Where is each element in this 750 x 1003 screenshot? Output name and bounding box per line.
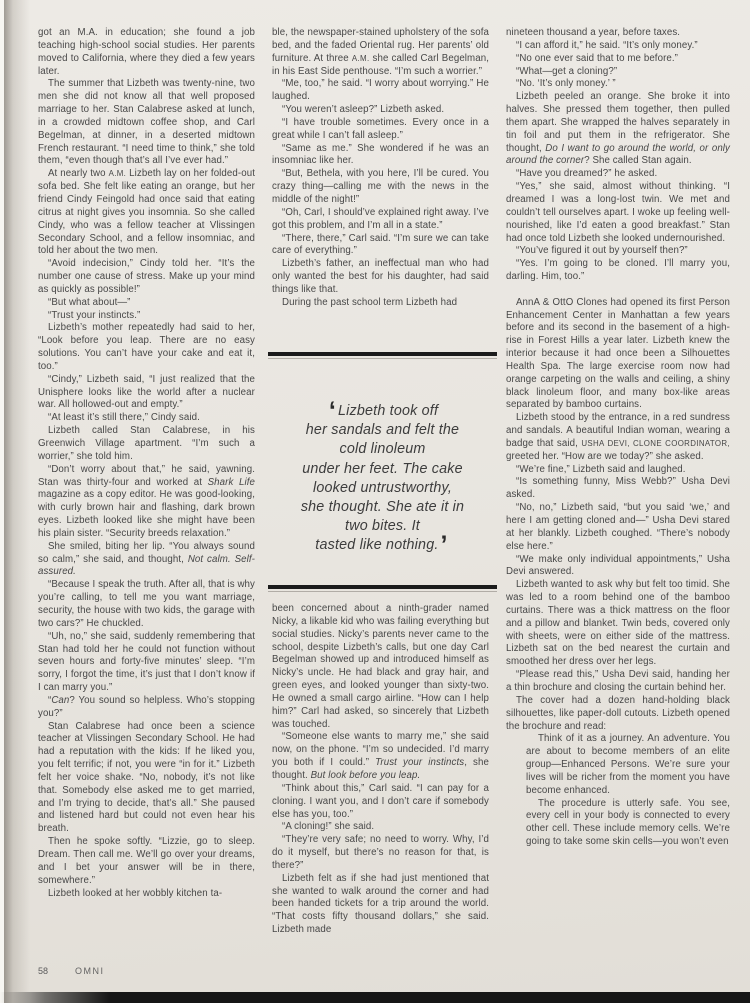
text-column-2-top [272, 27, 489, 310]
paragraph: “Think about this,” Carl said. “I can pay for a cloning. I want you, and I don’t care if somebody else has you, too.” [272, 782, 489, 820]
paragraph: “They’re very safe; no need to worry. Why, I’d do it myself, but there’s no reason for that, is there?” [272, 834, 489, 871]
paragraph: She smiled, biting her lip. “You always sound so calm,” she said, and thought, Not calm. Self-assured. [38, 540, 255, 578]
paragraph: “No one ever said that to me before.” [516, 52, 679, 64]
paragraph: “Trust your instincts.” [48, 309, 141, 321]
paragraph: “You’ve figured it out by yourself then?” [516, 245, 688, 257]
pull-quote-line: ‘ Lizbeth took off [328, 397, 439, 425]
paragraph: “No. ‘It’s only money.’ ” [516, 78, 616, 90]
paragraph: At nearly two A.M. Lizbeth lay on her folded-out sofa bed. She felt like eating an orange, but her friend Cindy Feingold had once said that eating citrus at night gives you insomnia. So she called Cindy, who was a fellow teacher at Vlissingen Secondary School, and a fellow insomniac, and told her about the two men. [38, 168, 255, 257]
paragraph: “I can afford it,” he said. “It’s only money.” [516, 39, 698, 51]
paragraph: got an M.A. in education; she found a job teaching high-school social studies. Her parents moved to California, where they died a few years later. [38, 27, 255, 77]
paragraph: “Have you dreamed?” he asked. [516, 168, 658, 180]
paragraph: “But what about—” [48, 296, 131, 308]
small-caps-text: A.M. [108, 169, 127, 179]
pull-quote-line: she thought. She ate it in [300, 499, 465, 516]
pull-quote-line: her sandals and felt the [305, 422, 460, 439]
paragraph: “But, Bethela, with you here, I’ll be cured. You crazy thing—calling me with the news in the middle of the night!” [272, 168, 489, 205]
paragraph: “Because I speak the truth. After all, that is why you’re calling, to tell me you want marriage, security, the house with two kids, the garage with two cars?” He chuckled. [38, 579, 255, 629]
paragraph: “Uh, no,” she said, suddenly remembering that Stan had told her he could not function without seven hours and forty-five minutes’ sleep. “I’m sorry, I forgot the time, it’s just that I don’t know if I can marry you.” [38, 630, 255, 694]
paragraph: Lizbeth wanted to ask why but felt too timid. She was led to a room behind one of the bamboo curtains. There was a thick mattress on the floor and a pillow and blanket. Twin beds, covered only with sheets, were on either side of the mattress. Lizbeth sat on the bed nearest the curtain and smoothed her dress over her legs. [506, 579, 730, 668]
pull-quote-line: looked untrustworthy, [312, 479, 453, 496]
pull-quote-line: cold linoleum [339, 441, 426, 458]
paragraph: ble, the newspaper-stained upholstery of the sofa bed, and the faded Oriental rug. Her parents’ old furniture. At three A.M. she called Carl Begelman, in his East Side penthouse. “I’m such a worrier.” [272, 27, 489, 77]
paragraph: “Same as me.” She wondered if he was an insomniac like her. [272, 142, 489, 167]
paragraph: “Yes,” she said, almost without thinking. “I dreamed I was a long-lost twin. We met and couldn’t tell ourselves apart. I woke up feeling well-nourished, like I’d eaten a good breakfast.” Stan had once told Lizbeth she looked undernourished. [506, 181, 730, 244]
paragraph: “Don’t worry about that,” he said, yawning. Stan was thirty-four and worked at Shark Life magazine as a copy editor. He was good-looking, with curly brown hair and flashing, dark brown eyes. Lizbeth looked like she might have been his plain sister. “Security breeds relaxation.” [38, 463, 255, 539]
paragraph: The cover had a dozen hand-holding black silhouettes, like paper-doll cutouts. Lizbeth opened the brochure and read: [506, 694, 730, 732]
paragraph: nineteen thousand a year, before taxes. [506, 27, 681, 38]
pull-quote [268, 397, 497, 560]
pull-quote-line: two bites. It [345, 518, 420, 535]
paragraph: “There, there,” Carl said. “I’m sure we can take care of everything.” [272, 232, 489, 257]
paragraph: Stan Calabrese had once been a science teacher at Vlissingen Secondary School. He had had a reputation with the kids: If he liked you, you felt terrific; if not, you were “in for it.” Lizbeth felt her voice shake. “No, nobody, it’s not like that. Somebody else asked me to get married, and I’m trying to decide, that’s all.” She paused and listened hard but could not even hear his breath. [38, 720, 255, 835]
pull-quote-top-rule [268, 352, 497, 356]
page-footer [38, 966, 105, 976]
paragraph: “Is something funny, Miss Webb?” Usha Devi asked. [506, 476, 730, 501]
paragraph: The procedure is utterly safe. You see, every cell in your body is connected to every other cell. These include memory cells. We’re going to take some skin cells—you won’t even [526, 797, 730, 848]
paragraph: Lizbeth stood by the entrance, in a red sundress and sandals. A beautiful Indian woman, wearing a badge that said, USHA DEVI, CLONE COORDINATOR, greeted her. “How are we today?” she asked. [506, 412, 730, 462]
paragraph: “Can? You sound so helpless. Who’s stopping you?” [38, 694, 255, 719]
paragraph: Lizbeth peeled an orange. She broke it into halves. She pressed them together, then pulled them apart. She wrapped the halves separately in tin foil and put them in the refrigerator. She thought, Do I want to go around the world, or only around the corner? She called Stan again. [506, 91, 731, 167]
paragraph: “Cindy,” Lizbeth said, “I just realized that the Unisphere looks like the world after a nuclear war. All hollowed-out and empty.” [38, 373, 255, 411]
open-quote-icon: ‘ [328, 397, 336, 425]
paragraph: “At least it’s still there,” Cindy said. [48, 412, 200, 424]
text-column-2-bottom [272, 603, 489, 937]
page-number: 58 [38, 966, 49, 976]
paragraph: “No, no,” Lizbeth said, “but you said ‘we,’ and here I am getting cloned and—” Usha Devi stared at her blankly. Lizbeth coughed. “There’s nobody else here.” [506, 502, 730, 552]
pull-quote-bottom-rule [268, 585, 497, 589]
paragraph: Lizbeth called Stan Calabrese, in his Greenwich Village apartment. “I’m such a worrier,” she told him. [38, 425, 255, 462]
paragraph: “Someone else wants to marry me,” she said now, on the phone. “I’m so undecided. I’d marry you both if I could.” Trust your instincts, she thought. But look before you leap. [272, 731, 489, 781]
paragraph: “You weren’t asleep?” Lizbeth asked. [282, 104, 445, 116]
paragraph: “Please read this,” Usha Devi said, handing her a thin brochure and closing the curtain behind her. [506, 669, 730, 693]
gutter-shadow [4, 0, 30, 1003]
text-column-1 [38, 27, 255, 900]
text-column-3 [506, 27, 730, 849]
paragraph: “I have trouble sometimes. Every once in a great while I can’t fall asleep.” [272, 116, 489, 141]
small-caps-text: USHA DEVI, CLONE COORDINATOR, [581, 438, 730, 448]
paragraph: Lizbeth looked at her wobbly kitchen ta- [48, 887, 223, 899]
paragraph: Lizbeth’s father, an ineffectual man who had only wanted the best for his daughter, had said things like that. [272, 258, 489, 295]
paragraph: Lizbeth’s mother repeatedly had said to her, “Look before you leap. There are no easy solutions. You can’t have your cake and eat it, too.” [38, 322, 255, 372]
paragraph: been concerned about a ninth-grader named Nicky, a likable kid who was failing everything but social studies. Nicky’s parents never came to the school, despite Lizbeth’s calls, but one day Carl Begelman showed up and introduced himself as Nicky’s uncle. He had black and gray hair, and green eyes, and looked younger than sixty-two. He owned a small cargo airline. “How can I help him?” Carl had asked, so sincerely that Lizbeth was touched. [272, 603, 489, 730]
pull-quote-line: tasted like nothing.’ [315, 531, 448, 560]
magazine-name: OMNI [75, 966, 105, 976]
paragraph: AnnA & OttO Clones had opened its first Person Enhancement Center in Manhattan a few years before and its second in the basement of a high-rise in Forest Hills a year later. Lizbeth knew the interior because it had once been a Silhouettes Health Spa. The large exercise room now had orange carpeting on the walls and ceiling, a shiny black linoleum floor, and many box-like areas separated by bamboo curtains. [506, 296, 730, 411]
paragraph: “What—get a cloning?” [516, 65, 618, 77]
paragraph: “Avoid indecision,” Cindy told her. “It’s the number one cause of stress. Make up your mind as quickly as possible!” [38, 258, 255, 295]
paragraph: “We make only individual appointments,” Usha Devi answered. [506, 553, 730, 578]
scan-bottom-band [0, 992, 750, 1003]
paragraph: “Yes. I’m going to be cloned. I’ll marry you, darling. Him, too.” [506, 258, 730, 283]
paragraph: During the past school term Lizbeth had [282, 296, 458, 308]
paragraph: The summer that Lizbeth was twenty-nine, two men she did not know all that well proposed marriage to her. Stan Calabrese asked at lunch, in a crowded midtown coffee shop, and Carl Begelman, at dinner, in a deserted midtown French restaurant. “I need time to think,” she told them, “even though that’s all I’ve ever had.” [38, 78, 255, 167]
paragraph: “Oh, Carl, I should’ve explained right away. I’ve got this problem, and I’m all in a state.” [272, 206, 489, 231]
paragraph: “We’re fine,” Lizbeth said and laughed. [516, 463, 686, 475]
paragraph: Lizbeth felt as if she had just mentioned that she wanted to walk around the corner and had been handed tickets for a trip around the world. “That costs fifty thousand dollars,” she said. Lizbeth made [272, 872, 489, 936]
small-caps-text: A.M. [351, 53, 370, 63]
pull-quote-line: under her feet. The cake [302, 460, 463, 477]
paragraph: “A cloning!” she said. [282, 821, 375, 833]
paragraph: Think of it as a journey. An adventure. You are about to become members of an elite group—Enhanced Persons. We’re sure your lives will be richer from the moment you have become enhanced. [526, 733, 730, 796]
close-quote-icon: ’ [440, 531, 448, 560]
paragraph: Then he spoke softly. “Lizzie, go to sleep. Dream. Then call me. We’ll go over your dreams, and I bet your answer will be in there, somewhere.” [38, 836, 255, 886]
paragraph: “Me, too,” he said. “I worry about worrying.” He laughed. [272, 78, 489, 103]
